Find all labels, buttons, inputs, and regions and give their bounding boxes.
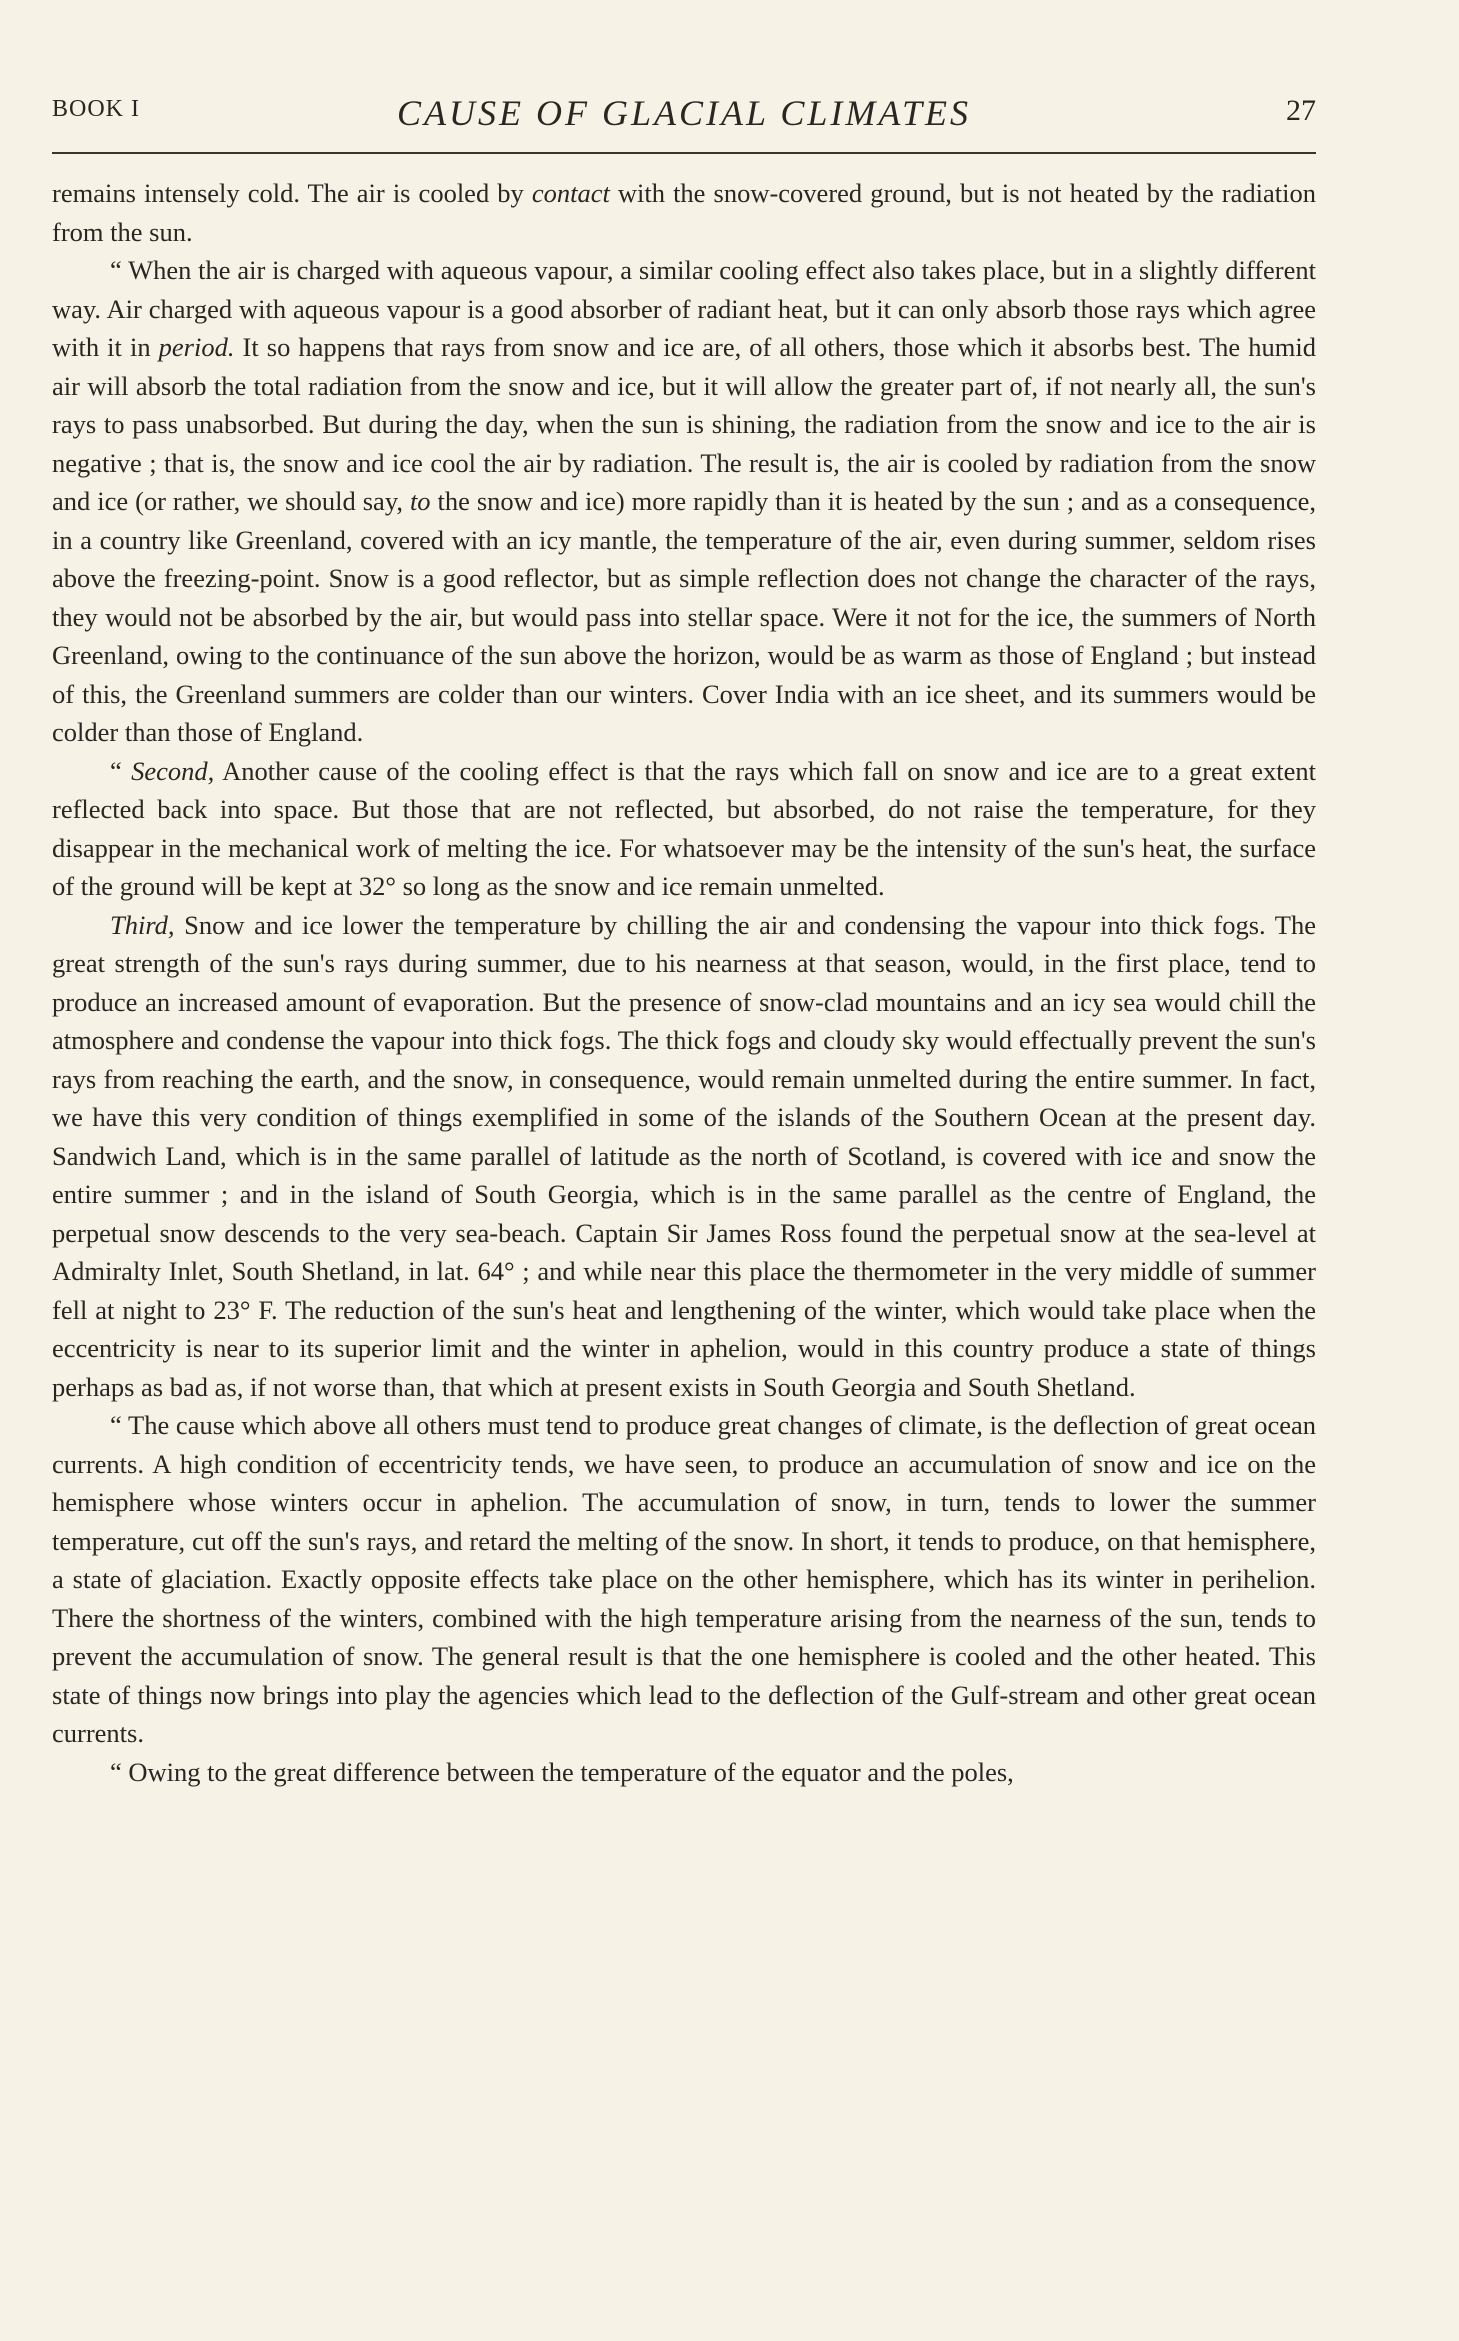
text-run: Another cause of the cooling effect is that the rays which fall on snow and ice are to a great extent reflected back into space. But those that are not reflected, but absorbed, do not raise the temperature, for they disappear in the mechanical work of melting the ice. For whatsoever may be the intensity of the sun's heat, the surface of the ground will be kept at 32° so long as the snow and ice remain unmelted.	[52, 755, 1316, 901]
text-run: “	[110, 755, 132, 786]
paragraph-5: “ The cause which above all others must tend to produce great changes of climate, is the deflection of great ocean currents. A high condition of eccentricity tends, we have seen, to produce an accumulation of snow and ice on the hemisphere whose winters occur in aphelion. The accumulation of snow, in turn, tends to lower the summer temperature, cut off the sun's rays, and retard the melting of the snow. In short, it tends to produce, on that hemisphere, a state of glaciation. Exactly opposite effects take place on the other hemisphere, which has its winter in perihelion. There the shortness of the winters, combined with the high temperature arising from the nearness of the sun, tends to prevent the accumulation of snow. The general result is that the one hemisphere is cooled and the other heated. This state of things now brings into play the agencies which lead to the deflection of the Gulf-stream and other great ocean currents.	[52, 1410, 1316, 1748]
book-label: BOOK I	[52, 96, 140, 122]
paragraph-2	[52, 251, 1316, 752]
text-run: “ When the air is charged with aqueous vapour, a similar cooling effect also takes place, but in a slightly different way. Air charged with aqueous vapour is a good absorber of radiant heat, but it can only absorb those rays which agree with it in	[52, 255, 1316, 362]
emphasis: contact	[531, 178, 610, 208]
running-head	[52, 92, 1316, 132]
paragraph-6: “ Owing to the great difference between the temperature of the equator and the poles,	[110, 1756, 1014, 1787]
text-run: remains intensely cold. The air is cooled by	[52, 178, 532, 208]
body-text	[52, 174, 1316, 1791]
paragraph-1	[52, 174, 1316, 251]
text-run: Snow and ice lower the temperature by chilling the air and condensing the vapour into thick fogs. The great strength of the sun's rays during summer, due to his nearness at that season, would, in the first place, tend to produce an increased amount of evaporation. But the presence of snow-clad mountains and an icy sea would chill the atmosphere and condense the vapour into thick fogs. The thick fogs and cloudy sky would effectually prevent the sun's rays from reaching the earth, and the snow, in consequence, would remain unmelted during the entire summer. In fact, we have this very condition of things exemplified in some of the islands of the Southern Ocean at the present day. Sandwich Land, which is in the same parallel of latitude as the north of Scotland, is covered with ice and snow the entire summer ; and in the island of South Georgia, which is in the same parallel as the centre of England, the perpetual snow descends to the very sea-beach. Captain Sir James Ross found the perpetual snow at the sea-level at Admiralty Inlet, South Shetland, in lat. 64° ; and while near this place the thermometer in the very middle of summer fell at night to 23° F. The reduction of the sun's heat and lengthening of the winter, which would take place when the eccentricity is near to its superior limit and the winter in aphelion, would in this country produce a state of things perhaps as bad as, if not worse than, that which at present exists in South Georgia and South Shetland.	[52, 909, 1316, 1402]
emphasis: to	[409, 486, 431, 516]
paragraph-3	[52, 752, 1316, 906]
page-number: 27	[1286, 94, 1316, 127]
text-run: with the snow-covered ground, but is not heated by the radiation from the sun.	[52, 178, 1316, 247]
text-run: the snow and ice) more rapidly than it is heated by the sun ; and as a consequence, in a country like Greenland, covered with an icy mantle, the temperature of the air, even during summer, seldom rises above the freezing-point. Snow is a good reflector, but as simple reflection does not change the character of the rays, they would not be absorbed by the air, but would pass into stellar space. Were it not for the ice, the summers of North Greenland, owing to the continuance of the sun above the horizon, would be as warm as those of England ; but instead of this, the Greenland summers are colder than our winters. Cover India with an ice sheet, and its summers would be colder than those of England.	[52, 486, 1316, 747]
running-title: CAUSE OF GLACIAL CLIMATES	[396, 93, 972, 133]
emphasis: Third,	[110, 909, 175, 940]
emphasis: Second,	[131, 755, 215, 786]
header-rule	[52, 152, 1316, 154]
text-run: It so happens that rays from snow and ice are, of all others, those which it absorbs best. The humid air will absorb the total radiation from the snow and ice, but it will allow the greater part of, if not nearly all, the sun's rays to pass unabsorbed. But during the day, when the sun is shining, the radiation from the snow and ice to the air is negative ; that is, the snow and ice cool the air by radiation. The result is, the air is cooled by radiation from the snow and ice (or rather, we should say,	[52, 332, 1316, 516]
emphasis: period.	[158, 332, 235, 362]
paragraph-4	[52, 906, 1316, 1407]
